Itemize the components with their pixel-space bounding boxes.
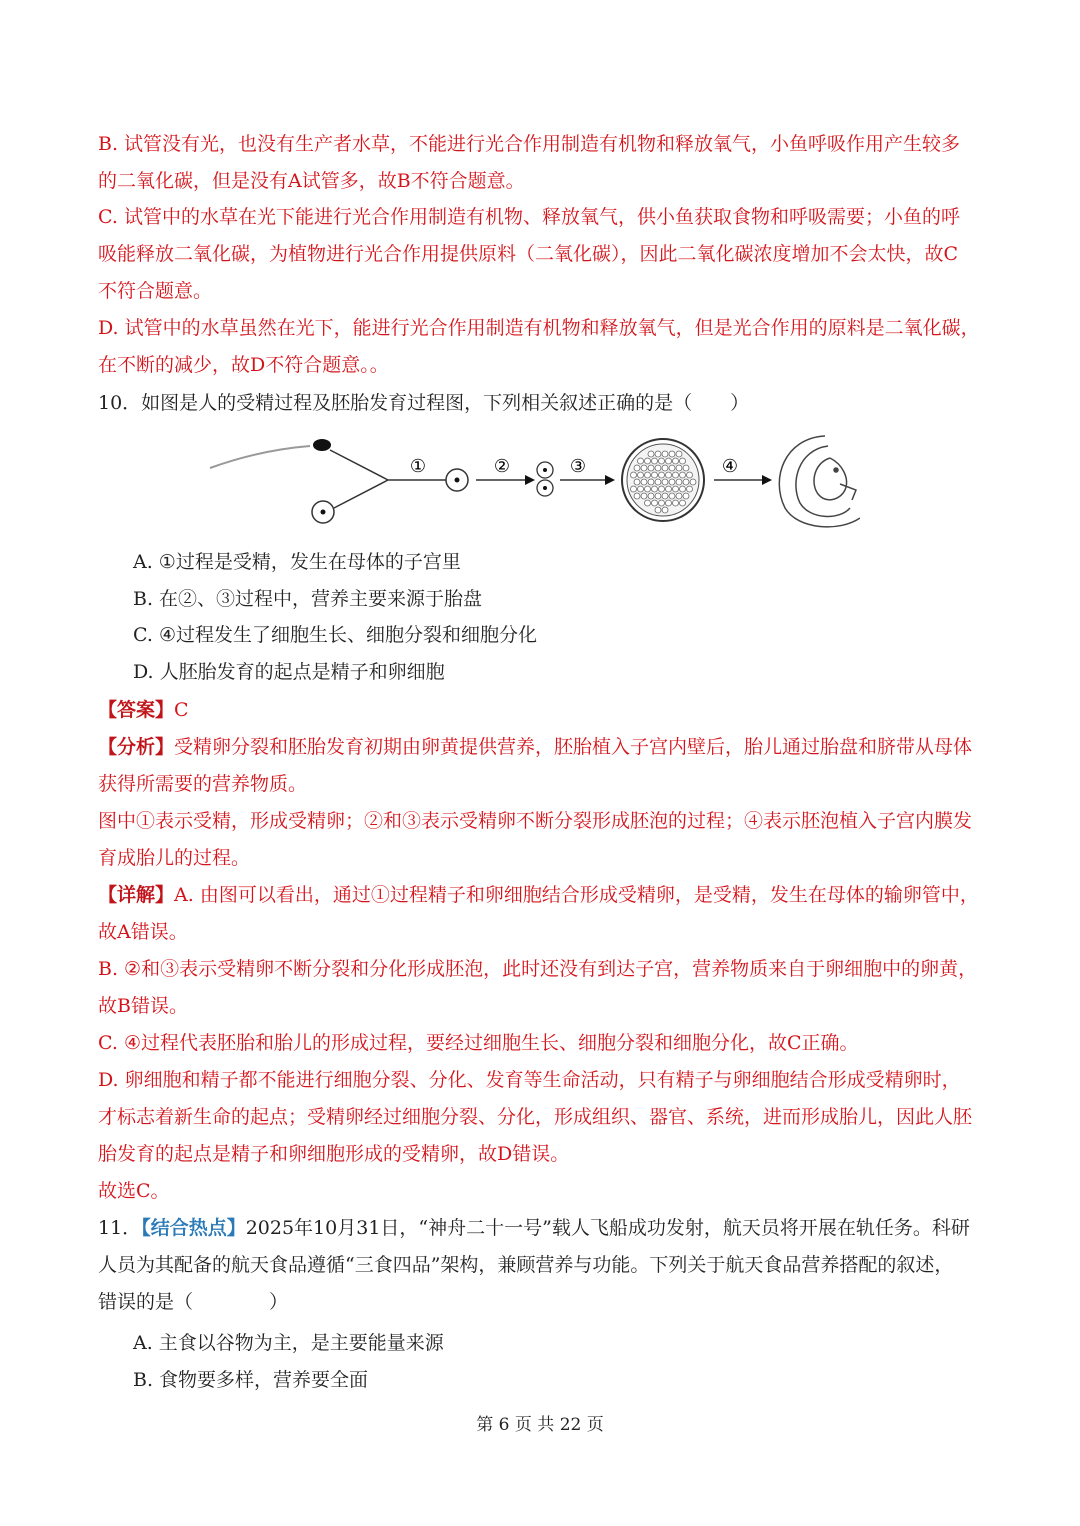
detail-line: 才标志着新生命的起点；受精卵经过细胞分裂、分化，形成组织、器官、系统，进而形成胎儿，因此人胚: [98, 1106, 973, 1128]
blastomere: [669, 465, 675, 471]
explanation-line: 在不断的减少，故D不符合题意。。: [98, 354, 389, 376]
option-b[interactable]: B. 食物要多样，营养要全面: [133, 1369, 369, 1391]
blastomere: [669, 451, 675, 457]
explanation-line: 吸能释放二氧化碳，为植物进行光合作用提供原料（二氧化碳），因此二氧化碳浓度增加不会太快，故C: [98, 243, 959, 265]
hot-topic-tag: 【结合热点】: [141, 1217, 246, 1239]
answer-tag: 【答案】: [98, 699, 175, 721]
blastomere: [683, 465, 689, 471]
sperm-tail: [210, 446, 310, 468]
question-10-stem: 10．如图是人的受精过程及胚胎发育过程图，下列相关叙述正确的是（ ）: [98, 392, 750, 414]
blastomere: [641, 465, 647, 471]
blastomere: [662, 493, 668, 499]
explanation-line: D. 试管中的水草虽然在光下，能进行光合作用制造有机物和释放氧气，但是光合作用的原料是二氧化碳，: [98, 317, 980, 339]
blastomere: [676, 465, 682, 471]
analysis-line: 图中①表示受精，形成受精卵；②和③表示受精卵不断分裂形成胚泡的过程；④表示胚泡植入子宫内膜发: [98, 810, 973, 832]
blastomere: [680, 458, 686, 464]
step-2-label: ②: [493, 456, 511, 477]
step-1-label: ①: [409, 456, 427, 477]
blastomere: [680, 486, 686, 492]
blastomere: [666, 458, 672, 464]
blastomere: [652, 486, 658, 492]
blastomere: [662, 465, 668, 471]
sperm-head: [313, 439, 331, 451]
detail-line: 故A错误。: [98, 921, 188, 943]
blastomere: [652, 458, 658, 464]
detail-line: 【详解】A. 由图可以看出，通过①过程精子和卵细胞结合形成受精卵，是受精，发生在母体的输卵管中，: [98, 884, 979, 906]
detail-line: 胎发育的起点是精子和卵细胞形成的受精卵，故D错误。: [98, 1143, 570, 1165]
blastomere: [655, 479, 661, 485]
analysis-line: 育成胎儿的过程。: [98, 847, 251, 869]
explanation-line: 的二氧化碳，但是没有A试管多，故B不符合题意。: [98, 170, 525, 192]
detail-line: D. 卵细胞和精子都不能进行细胞分裂、分化、发育等生命活动，只有精子与卵细胞结合形成受精卵时，: [98, 1069, 961, 1091]
blastomere: [634, 479, 640, 485]
blastomere: [655, 465, 661, 471]
analysis-line: 【分析】受精卵分裂和胚胎发育初期由卵黄提供营养，胚胎植入子宫内壁后，胎儿通过胎盘和脐带从母体: [98, 736, 973, 758]
blastomere: [645, 500, 651, 506]
fertilization-diagram: [200, 428, 860, 538]
blastomere: [673, 500, 679, 506]
blastomere: [683, 479, 689, 485]
explanation-line: 不符合题意。: [98, 280, 213, 302]
answer-value: C: [174, 699, 189, 721]
blastomere: [680, 472, 686, 478]
blastomere: [634, 493, 640, 499]
option-d[interactable]: D. 人胚胎发育的起点是精子和卵细胞: [133, 661, 445, 683]
question-11-stem-line: 错误的是（ ）: [98, 1291, 289, 1313]
blastomere: [669, 493, 675, 499]
blastomere: [634, 465, 640, 471]
blastomere: [673, 458, 679, 464]
page-footer: 第 6 页 共 22 页: [476, 1415, 604, 1435]
blastomere: [659, 486, 665, 492]
blastomere: [659, 472, 665, 478]
blastomere: [662, 507, 668, 513]
question-number: 11．: [98, 1217, 142, 1239]
embryo: [779, 436, 860, 527]
blastomere: [673, 472, 679, 478]
blastomere: [638, 458, 644, 464]
blastomere: [676, 493, 682, 499]
blastomere: [648, 493, 654, 499]
blastomere: [631, 486, 637, 492]
blastomere: [662, 479, 668, 485]
blastomere: [641, 493, 647, 499]
blastomere: [676, 479, 682, 485]
blastomere: [659, 500, 665, 506]
blastomere: [648, 465, 654, 471]
explanation-line: C. 试管中的水草在光下能进行光合作用制造有机物、释放氧气，供小鱼获取食物和呼吸需要；小鱼的呼: [98, 206, 960, 228]
analysis-tag: 【分析】: [98, 736, 175, 758]
detail-line: C. ④过程代表胚胎和胎儿的形成过程，要经过细胞生长、细胞分裂和细胞分化，故C正确。: [98, 1032, 859, 1054]
blastomere: [641, 479, 647, 485]
blastomere: [655, 493, 661, 499]
blastomere: [645, 486, 651, 492]
step-4-label: ④: [721, 456, 739, 477]
blastomere: [648, 451, 654, 457]
option-a[interactable]: A. 主食以谷物为主，是主要能量来源: [133, 1332, 444, 1354]
option-b[interactable]: B. 在②、③过程中，营养主要来源于胎盘: [133, 588, 483, 610]
blastomere: [687, 472, 693, 478]
blastomere: [666, 472, 672, 478]
detail-line: B. ②和③表示受精卵不断分裂和分化形成胚泡，此时还没有到达子宫，营养物质来自于卵细胞中的卵黄，: [98, 958, 978, 980]
blastocyst: [622, 439, 704, 521]
blastomere: [631, 472, 637, 478]
blastomere: [655, 507, 661, 513]
explanation-line: B. 试管没有光，也没有生产者水草，不能进行光合作用制造有机物和释放氧气，小鱼呼吸作用产生较多: [98, 133, 961, 155]
blastomere: [687, 486, 693, 492]
detail-tag: 【详解】: [98, 884, 175, 906]
blastomere: [680, 500, 686, 506]
blastomere: [655, 451, 661, 457]
blastomere: [659, 458, 665, 464]
blastomere: [666, 486, 672, 492]
blastomere: [645, 472, 651, 478]
step-3-label: ③: [569, 456, 587, 477]
blastomere: [662, 451, 668, 457]
option-a[interactable]: A. ①过程是受精，发生在母体的子宫里: [133, 551, 461, 573]
detail-line: 故选C。: [98, 1180, 170, 1202]
blastomere: [648, 479, 654, 485]
blastomere: [638, 486, 644, 492]
blastomere: [676, 451, 682, 457]
blastomere: [666, 500, 672, 506]
blastomere: [690, 479, 696, 485]
blastomere: [673, 486, 679, 492]
blastomere: [652, 472, 658, 478]
blastomere: [669, 479, 675, 485]
analysis-line: 获得所需要的营养物质。: [98, 773, 308, 795]
blastomere: [638, 472, 644, 478]
blastomere: [683, 493, 689, 499]
option-c[interactable]: C. ④过程发生了细胞生长、细胞分裂和细胞分化: [133, 624, 537, 646]
question-11-stem-line: 人员为其配备的航天食品遵循“三食四品”架构，兼顾营养与功能。下列关于航天食品营养搭配的叙述，: [98, 1254, 954, 1276]
detail-line: 故B错误。: [98, 995, 188, 1017]
blastomere: [645, 458, 651, 464]
question-11-stem: 11．【结合热点】2025年10月31日，“神舟二十一号”载人飞船成功发射，航天员将开展在轨任务。科研: [98, 1217, 970, 1239]
answer-line: [98, 698, 189, 722]
blastomere: [652, 500, 658, 506]
